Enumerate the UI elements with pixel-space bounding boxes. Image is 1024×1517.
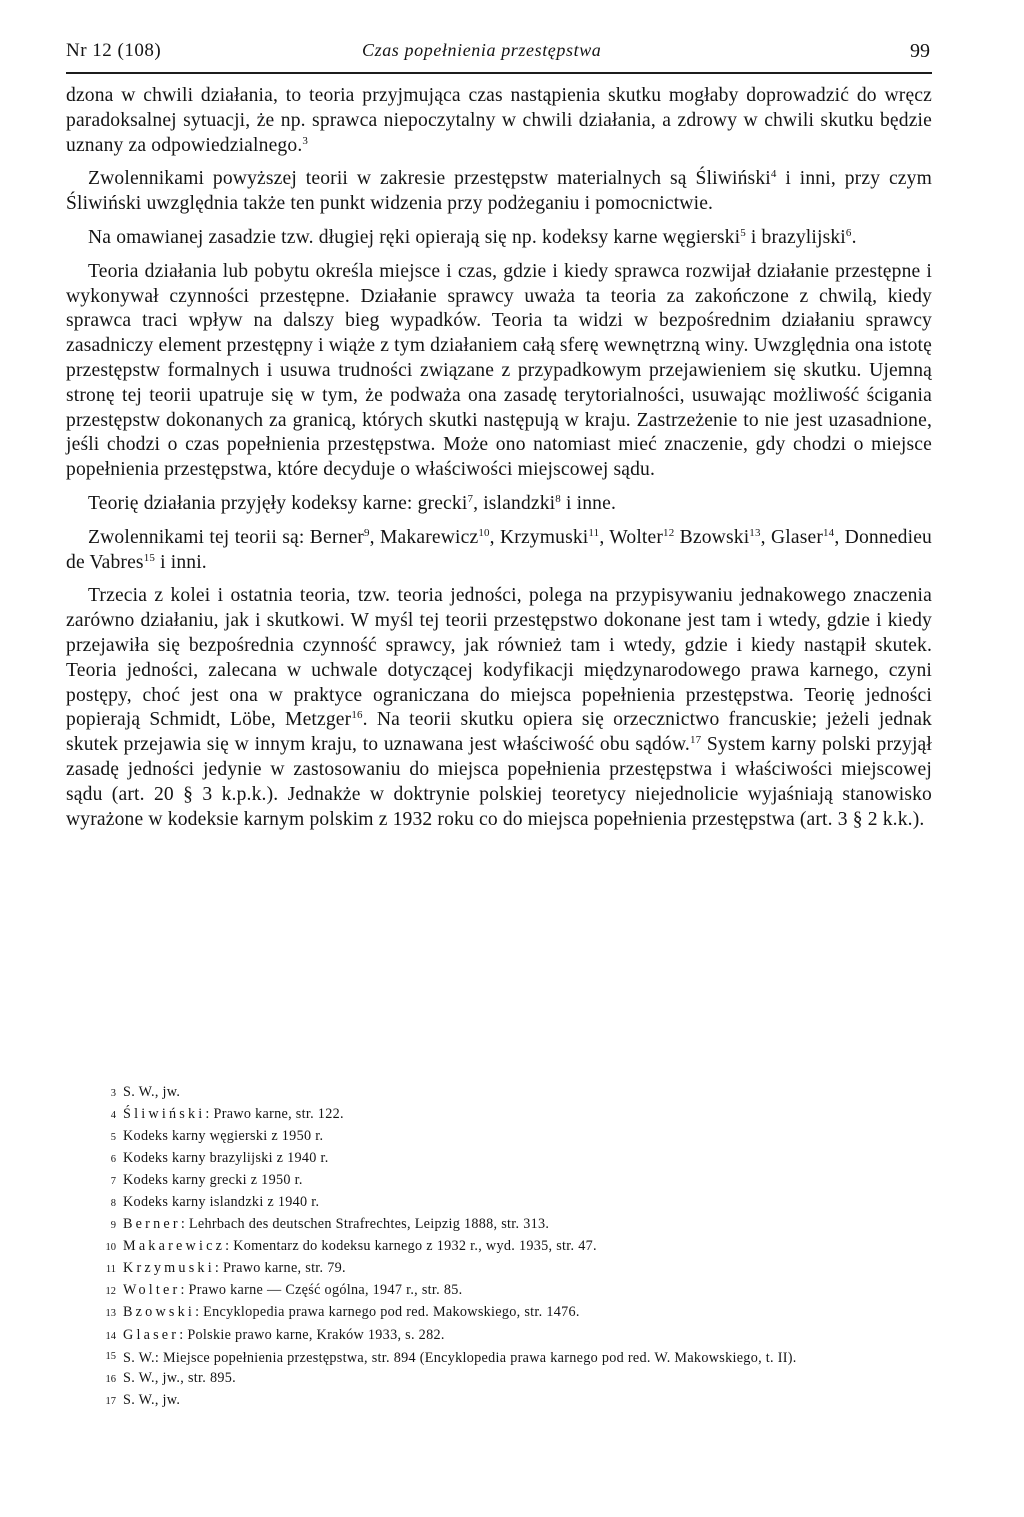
footnote-number: 12 — [105, 1286, 116, 1298]
paragraph-text: Bzowski — [674, 526, 750, 548]
footnote-author: Glaser — [123, 1326, 180, 1343]
paragraph-text: Teoria działania lub pobytu określa miejsce i czas, gdzie i kiedy sprawca rozwijał działanie przestępne i wykonywał czynności przestępne. Działanie sprawcy uważa ta teoria za zakończone z chwilą, kiedy sprawca traci wpływ na dalszy bieg wypadków. Teoria ta widzi w bezpośrednim działaniu sprawcy zasadniczy element przestępny i wiąże z tym działaniem całą sferę wewnętrzną winy. Uwzględnia ona istotę przestępstw formalnych i usuwa trudności związane z przypadkowym przejawieniem się skutku. Ujemną stronę tej teorii upatruje się w tym, że podważa ona zasadę terytorialności, usuwając możliwość ścigania przestępstw dokonanych za granicą, których skutki następują w kraju. Zastrzeżenie to nie jest uzasadnione, jeśli chodzi o czas popełnienia przestępstwa. Może ono natomiast mieć znaczenie, gdy chodzi o miejsce popełnienia przestępstwa, które decyduje o właściwości miejscowej sądu. — [66, 260, 932, 481]
footnote-author: Makarewicz — [123, 1238, 226, 1255]
footnote-number: 7 — [110, 1176, 116, 1188]
footnote-reference[interactable]: 4 — [770, 168, 777, 181]
paragraph-text: Na omawianej zasadzie tzw. długiej ręki opierają się np. kodeksy karne węgierski — [88, 226, 741, 248]
footnote-citation: : Prawo karne — Część ogólna, 1947 r., str. 85. — [180, 1282, 463, 1299]
footnote-citation: : Prawo karne, str. 79. — [214, 1260, 346, 1277]
footnote — [66, 1280, 932, 1302]
paragraph-text: . Na teorii skutku opiera się orzecznictwo francuskie; jeżeli jednak skutek przejawia się w innym kraju, to uznawana jest właściwość obu sądów. — [66, 709, 932, 756]
footnote-author: Wolter — [123, 1282, 181, 1299]
footnote-author: Śliwiński — [123, 1106, 206, 1123]
footnote — [66, 1148, 932, 1170]
footnote-text — [123, 1104, 344, 1124]
footnote-reference[interactable]: 10 — [478, 526, 490, 539]
footnote-reference[interactable]: 3 — [302, 134, 309, 147]
footnote-text — [123, 1082, 180, 1102]
paragraph-text: , Glaser — [760, 526, 823, 548]
footnote-number: 16 — [105, 1373, 116, 1385]
paragraph — [66, 492, 932, 517]
footnote — [66, 1126, 932, 1148]
paragraph — [66, 167, 932, 217]
footnote-reference[interactable]: 11 — [588, 526, 600, 539]
footnote-citation: Kodeks karny węgierski z 1950 r. — [123, 1128, 324, 1145]
running-header — [66, 30, 932, 74]
footnote — [66, 1347, 932, 1368]
paragraph-text: i inne. — [560, 492, 617, 514]
footnote-citation: S. W.: Miejsce popełnienia przestępstwa, str. 894 (Encyklopedia prawa karnego pod red. W. Makowskiego, t. II). — [123, 1349, 797, 1366]
paragraph-text: , Wolter — [599, 526, 664, 548]
paragraph — [66, 260, 932, 483]
paragraph-text: System karny polski przyjął zasadę jedności jedynie w zastosowaniu do miejsca popełnienia przestępstwa i właściwości miejscowej sądu (art. 20 § 3 k.p.k.). Jednakże w doktrynie polskiej teoretycy niejednolicie wyjaśniają stanowisko wyrażone w kodeksie karnym polskim z 1932 roku co do miejsca popełnienia przestępstwa (art. 3 § 2 k.k.). — [66, 734, 932, 830]
footnote-reference[interactable]: 13 — [749, 526, 761, 539]
footnote-citation: S. W., jw., str. 895. — [123, 1369, 236, 1386]
footnote-number: 10 — [105, 1242, 116, 1254]
footnote-citation: : Polskie prawo karne, Kraków 1933, s. 282. — [179, 1326, 445, 1343]
footnote — [66, 1302, 932, 1324]
footnote-text — [123, 1368, 236, 1388]
footnote-citation: S. W., jw. — [123, 1391, 181, 1408]
footnote-number: 14 — [105, 1330, 116, 1342]
footnote-author: Berner — [123, 1216, 181, 1233]
footnote-number: 4 — [110, 1110, 116, 1122]
footnote-text — [123, 1236, 597, 1256]
footnote — [66, 1104, 932, 1126]
footnote-number: 13 — [105, 1308, 116, 1320]
footnote-reference[interactable]: 7 — [467, 492, 474, 505]
footnote-text — [123, 1390, 180, 1410]
footnote-reference[interactable]: 9 — [363, 526, 370, 539]
footnote — [66, 1192, 932, 1214]
footnote-reference[interactable]: 12 — [663, 526, 675, 539]
footnote — [66, 1390, 932, 1412]
footnote-citation: : Prawo karne, str. 122. — [205, 1106, 344, 1123]
footnote-reference[interactable]: 8 — [555, 492, 561, 505]
footnote-text — [123, 1302, 580, 1322]
footnote-text — [123, 1350, 797, 1366]
footnote-text — [123, 1214, 549, 1234]
footnote-citation: S. W., jw. — [123, 1084, 181, 1100]
paragraph-text: , Krzymuski — [489, 526, 589, 548]
paragraph-text: . — [851, 226, 857, 248]
paragraph — [66, 584, 932, 832]
footnote-number: 6 — [110, 1154, 116, 1166]
footnote-text — [123, 1148, 329, 1168]
footnote-citation: : Komentarz do kodeksu karnego z 1932 r., wyd. 1935, str. 47. — [225, 1238, 597, 1255]
paragraph — [66, 526, 932, 576]
footnote — [66, 1170, 932, 1192]
footnote — [66, 1258, 932, 1280]
footnote-number: 17 — [105, 1395, 116, 1407]
footnote — [66, 1368, 932, 1390]
footnote-number: 3 — [110, 1088, 116, 1099]
paragraph-text: i inni, przy czym Śliwiński uwzględnia także ten punkt widzenia przy podżeganiu i pomocnictwie. — [66, 168, 932, 215]
paragraph-text: Zwolennikami tej teorii są: Berner — [88, 526, 364, 548]
footnote-text — [123, 1170, 303, 1190]
footnote-reference[interactable]: 14 — [823, 526, 835, 539]
footnote-citation: Kodeks karny grecki z 1950 r. — [123, 1172, 303, 1189]
footnote-author: Krzymuski — [123, 1260, 215, 1277]
footnote-reference[interactable]: 6 — [845, 226, 852, 239]
issue-number: Nr 12 (108) — [66, 40, 162, 61]
footnote-citation: : Encyklopedia prawa karnego pod red. Makowskiego, str. 1476. — [195, 1304, 580, 1321]
footnote-number: 8 — [110, 1198, 116, 1210]
paragraph-text: i brazylijski — [745, 226, 846, 248]
footnote-citation: : Lehrbach des deutschen Strafrechtes, Leipzig 1888, str. 313. — [180, 1216, 550, 1233]
footnote-citation: Kodeks karny brazylijski z 1940 r. — [123, 1150, 329, 1167]
footnote-text — [123, 1258, 346, 1278]
footnote-number: 15 — [105, 1350, 116, 1362]
paragraph-text: , islandzki — [473, 492, 556, 514]
footnote-number: 11 — [105, 1264, 116, 1276]
footnote — [66, 1082, 932, 1104]
footnote-text — [123, 1126, 323, 1146]
footnotes — [66, 1082, 932, 1412]
paragraph-text: Teorię działania przyjęły kodeksy karne: grecki — [88, 492, 468, 514]
footnote-text — [123, 1192, 319, 1212]
footnote — [66, 1325, 932, 1347]
paragraph-text: , Donnedieu de Vabres — [66, 526, 932, 573]
paragraph-text: , Makarewicz — [369, 526, 479, 548]
body-text — [66, 84, 932, 841]
paragraph — [66, 226, 932, 251]
footnote-reference[interactable]: 17 — [689, 734, 702, 747]
footnote-number: 5 — [110, 1132, 116, 1144]
footnote-text — [123, 1280, 463, 1300]
footnote-author: Bzowski — [123, 1304, 196, 1321]
footnote-reference[interactable]: 15 — [143, 551, 156, 564]
footnote-reference[interactable]: 16 — [351, 709, 363, 722]
paragraph — [66, 84, 932, 158]
footnote — [66, 1214, 932, 1236]
footnote-number: 9 — [110, 1220, 116, 1232]
paragraph-text: Trzecia z kolei i ostatnia teoria, tzw. teoria jedności, polega na przypisywaniu jednakowego znaczenia zarówno działaniu, jak i skutkowi. W myśl tej teorii przestępstwo dokonane jest tam i wtedy, gdzie i kiedy przejawiła się bezpośrednia czynność sprawcy, jak również tam i wtedy, gdzie i kiedy nastąpił skutek. Teoria jedności, zalecana w uchwale dotyczącej kodyfikacji międzynarodowego prawa karnego, czyni postępy, choć jest ona w praktyce ograniczana do miejsca popełnienia przestępstwa. Teorię jedności popierają Schmidt, Löbe, Metzger — [66, 585, 932, 731]
page-number: 99 — [910, 40, 930, 62]
paragraph-text: Zwolennikami powyższej teorii w zakresie przestępstw materialnych są Śliwiński — [88, 168, 771, 190]
running-title: Czas popełnienia przestępstwa — [362, 40, 602, 60]
footnote — [66, 1236, 932, 1258]
footnote-citation: Kodeks karny islandzki z 1940 r. — [123, 1194, 320, 1211]
footnote-reference[interactable]: 5 — [740, 226, 746, 239]
paragraph-text: dzona w chwili działania, to teoria przyjmująca czas nastąpienia skutku mogłaby doprowadzić do wręcz paradoksalnej sytuacji, że np. sprawca niepoczytalny w chwili działania, a zdrowy w chwili skutku będzie uznany za odpowiedzialnego. — [66, 85, 932, 156]
footnote-text — [123, 1325, 445, 1345]
paragraph-text: i inni. — [155, 551, 207, 573]
